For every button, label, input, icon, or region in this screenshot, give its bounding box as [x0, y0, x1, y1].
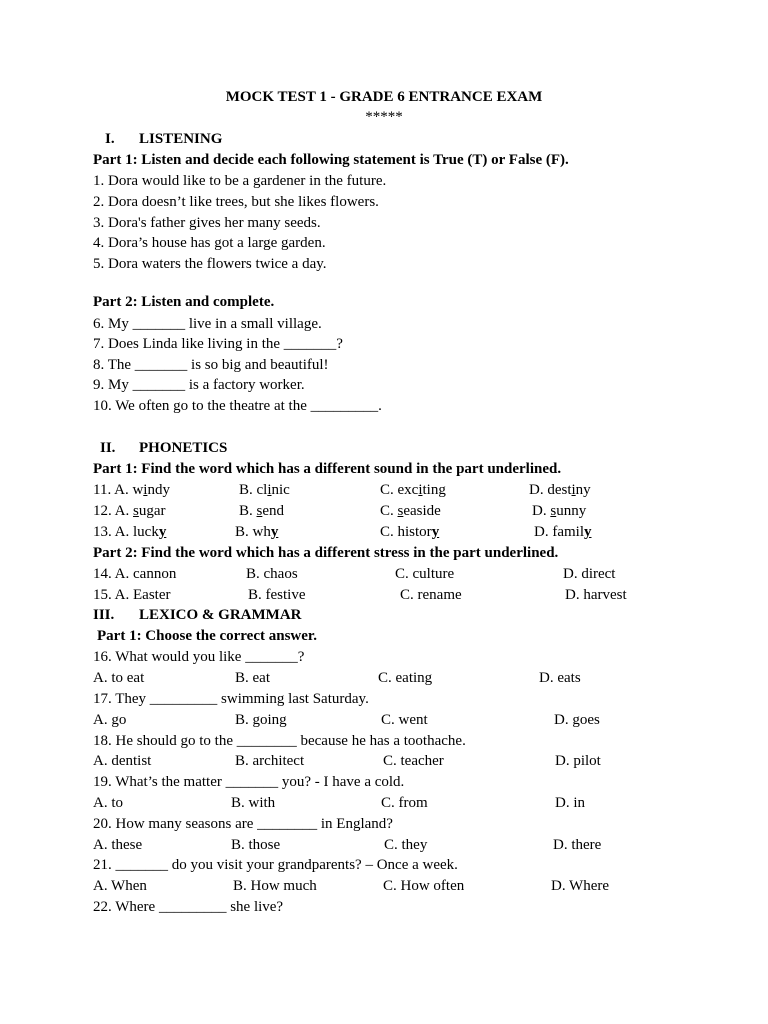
section-3-name: LEXICO & GRAMMAR	[139, 607, 302, 623]
q15-option-d: D. harvest	[565, 587, 627, 603]
q14-option-c: C. culture	[395, 566, 455, 582]
q20-option-d: D. there	[553, 837, 602, 853]
q17-option-d: D. goes	[554, 712, 600, 728]
question-1: 1. Dora would like to be a gardener in the future.	[93, 173, 387, 189]
q11-option-d: D. destiny	[529, 482, 591, 498]
section-2-name: PHONETICS	[139, 440, 228, 456]
q16-option-d: D. eats	[539, 670, 581, 686]
q17-option-b: B. going	[235, 712, 287, 728]
grammar-part1-heading: Part 1: Choose the correct answer.	[97, 628, 317, 644]
page-title: MOCK TEST 1 - GRADE 6 ENTRANCE EXAM	[225, 89, 543, 105]
question-9: 9. My _______ is a factory worker.	[93, 377, 305, 393]
question-19: 19. What’s the matter _______ you? - I have a cold.	[93, 774, 405, 790]
q19-option-a: A. to	[93, 795, 123, 811]
q20-option-b: B. those	[231, 837, 281, 853]
q12-option-a: 12. A. sugar	[93, 503, 166, 519]
question-7: 7. Does Linda like living in the _______?	[93, 336, 343, 352]
listening-part2-heading: Part 2: Listen and complete.	[93, 294, 275, 310]
title-stars: *****	[365, 109, 403, 125]
question-4: 4. Dora’s house has got a large garden.	[93, 235, 326, 251]
question-21: 21. _______ do you visit your grandparents? – Once a week.	[93, 857, 458, 873]
listening-part1-heading: Part 1: Listen and decide each following statement is True (T) or False (F).	[93, 152, 569, 168]
q21-option-c: C. How often	[383, 878, 465, 894]
question-10: 10. We often go to the theatre at the _________.	[93, 398, 382, 414]
q16-option-b: B. eat	[235, 670, 270, 686]
q18-option-b: B. architect	[235, 753, 305, 769]
phonetics-part1-heading: Part 1: Find the word which has a different sound in the part underlined.	[93, 461, 562, 477]
q15-option-c: C. rename	[400, 587, 462, 603]
q21-option-d: D. Where	[551, 878, 610, 894]
question-17: 17. They _________ swimming last Saturday.	[93, 691, 369, 707]
question-20: 20. How many seasons are ________ in England?	[93, 816, 393, 832]
q13-option-a: 13. A. lucky	[93, 524, 167, 540]
q19-option-d: D. in	[555, 795, 585, 811]
q12-option-c: C. seaside	[380, 503, 441, 519]
q15-option-b: B. festive	[248, 587, 306, 603]
q11-option-c: C. exciting	[380, 482, 446, 498]
q16-option-c: C. eating	[378, 670, 433, 686]
section-2-number: II.	[100, 440, 116, 456]
q21-option-a: A. When	[93, 878, 147, 894]
q19-option-b: B. with	[231, 795, 276, 811]
q15-option-a: 15. A. Easter	[93, 587, 171, 603]
q18-option-a: A. dentist	[93, 753, 152, 769]
question-6: 6. My _______ live in a small village.	[93, 316, 322, 332]
q12-option-b: B. send	[239, 503, 285, 519]
q20-option-c: C. they	[384, 837, 428, 853]
q17-option-c: C. went	[381, 712, 428, 728]
question-5: 5. Dora waters the flowers twice a day.	[93, 256, 327, 272]
q11-option-a: 11. A. windy	[93, 482, 170, 498]
q18-option-d: D. pilot	[555, 753, 601, 769]
section-1-name: LISTENING	[139, 131, 223, 147]
q16-option-a: A. to eat	[93, 670, 145, 686]
q12-option-d: D. sunny	[532, 503, 587, 519]
q14-option-d: D. direct	[563, 566, 616, 582]
q21-option-b: B. How much	[233, 878, 317, 894]
q17-option-a: A. go	[93, 712, 127, 728]
q14-option-a: 14. A. cannon	[93, 566, 177, 582]
section-1-number: I.	[105, 131, 115, 147]
question-22: 22. Where _________ she live?	[93, 899, 284, 915]
q19-option-c: C. from	[381, 795, 428, 811]
q18-option-c: C. teacher	[383, 753, 444, 769]
question-8: 8. The _______ is so big and beautiful!	[93, 357, 329, 373]
phonetics-part2-heading: Part 2: Find the word which has a different stress in the part underlined.	[93, 545, 559, 561]
question-18: 18. He should go to the ________ because he has a toothache.	[93, 733, 466, 749]
question-2: 2. Dora doesn’t like trees, but she likes flowers.	[93, 194, 379, 210]
question-16: 16. What would you like _______?	[93, 649, 305, 665]
q14-option-b: B. chaos	[246, 566, 298, 582]
q11-option-b: B. clinic	[239, 482, 290, 498]
q13-option-c: C. history	[380, 524, 440, 540]
question-3: 3. Dora's father gives her many seeds.	[93, 215, 321, 231]
section-3-number: III.	[93, 607, 115, 623]
q13-option-d: D. family	[534, 524, 592, 540]
q20-option-a: A. these	[93, 837, 143, 853]
q13-option-b: B. why	[235, 524, 279, 540]
